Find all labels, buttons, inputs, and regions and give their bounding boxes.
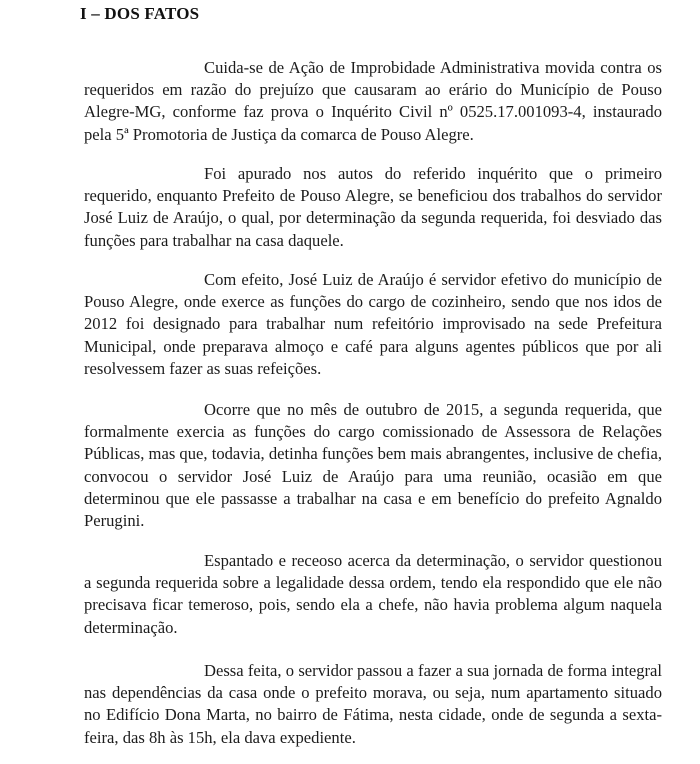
paragraph-2: Foi apurado nos autos do referido inquérito que o primeiro requerido, enquanto Prefeito de Pouso Alegre, se beneficiou dos trabalhos do servidor José Luiz de Araújo, o qual, por determinação da segunda requerida, foi desviado das funções para trabalhar na casa daquele. [84,164,662,250]
section-heading: I – DOS FATOS [80,4,200,23]
paragraph-4: Ocorre que no mês de outubro de 2015, a segunda requerida, que formalmente exercia as funções do cargo comissionado de Assessora de Relações Públicas, mas que, todavia, detinha funções bem mais abrangentes, inclusive de chefia, convocou o servidor José Luiz de Araújo para uma reunião, ocasião em que determinou que ele passasse a trabalhar na casa e em benefício do prefeito Agnaldo Perugini. [84,400,662,531]
paragraph-5: Espantado e receoso acerca da determinação, o servidor questionou a segunda requerida sobre a legalidade dessa ordem, tendo ela respondido que ele não precisava ficar temeroso, pois, sendo ela a chefe, não havia problema algum naquela determinação. [84,551,662,637]
paragraph-1: Cuida-se de Ação de Improbidade Administrativa movida contra os requeridos em razão do prejuízo que causaram ao erário do Município de Pouso Alegre-MG, conforme faz prova o Inquérito Civil nº 0525.17.001093-4, instaurado pela 5ª Promotoria de Justiça da comarca de Pouso Alegre. [84,58,662,144]
paragraph-6: Dessa feita, o servidor passou a fazer a sua jornada de forma integral nas dependências da casa onde o prefeito morava, ou seja, num apartamento situado no Edifício Dona Marta, no bairro de Fátima, nesta cidade, onde de segunda a sexta-feira, das 8h às 15h, ela dava expediente. [84,661,662,747]
paragraph-3: Com efeito, José Luiz de Araújo é servidor efetivo do município de Pouso Alegre, onde exerce as funções do cargo de cozinheiro, sendo que nos idos de 2012 foi designado para trabalhar num refeitório improvisado na sede Prefeitura Municipal, onde preparava almoço e café para alguns agentes públicos que por ali resolvessem fazer as suas refeições. [84,270,662,378]
